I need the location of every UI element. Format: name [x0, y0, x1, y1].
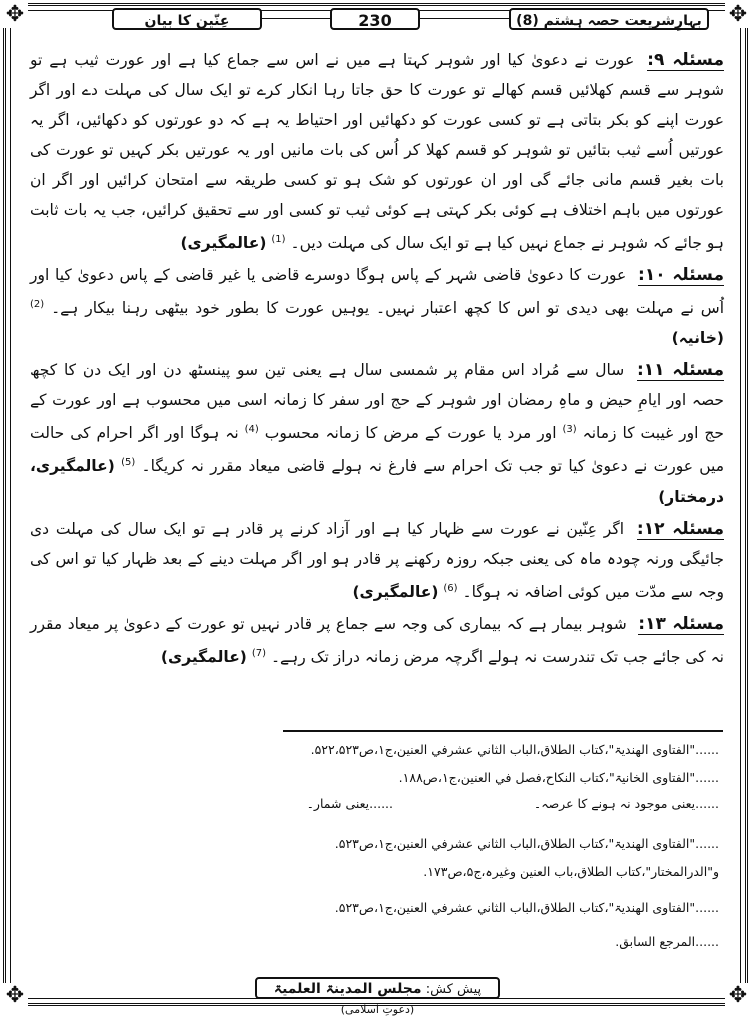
- footnote-separator: [283, 730, 723, 732]
- reference: (عالمگیری): [160, 647, 247, 666]
- masala-12: [30, 514, 724, 607]
- page-number: 230: [330, 8, 420, 30]
- footnote-marker: (5): [121, 457, 136, 469]
- footnote-3: ......یعنی موجود نہ ہونے کا عرصہ۔: [533, 796, 719, 811]
- masala-text: شوہر بیمار ہے کہ بیماری کی وجہ سے جماع پر قادر نہیں تو عورت کے دعویٰ پر میعاد مقرر نہ کی جائے جب تک تندرست نہ ہولے اگرچہ مرض زمانہ دراز تک رہے۔: [30, 614, 724, 666]
- reference: (عالمگیری): [352, 582, 439, 601]
- masala-text: عورت نے دعویٰ کیا اور شوہر کہتا ہے میں نے اس سے جماع کیا ہے اور عورت ثیب ہے تو شوہر سے قسم کھلائیں قسم کھالے تو عورت کا حق جاتا رہا انکار کرے تو ایک سال کی مہلت دے اور اگر عورت اپنے کو بکر بتاتی ہے تو کسی عورت کو دکھائیں اور احتیاط یہ ہے کہ دو عورتوں کو دکھائیں، اگر یہ عورتیں اُسے ثیب بتائیں تو شوہر کو قسم کھلا کر اُس کی بات مانیں اور یہ عورتیں بکر کہیں تو عورت کی بات بغیر قسم مانی جائے گی اور ان عورتوں کو شک ہو تو کسی طریقہ سے امتحان کرائیں اور اگر ان عورتوں میں باہم اختلاف ہے کوئی بکر کہتی ہے کوئی ثیب تو کسی اور سے تحقیق کرائیں، جب یہ بات ثابت ہو جائے کہ شوہر نے جماع نہیں کیا ہے تو ایک سال کی مہلت دیں۔: [30, 51, 724, 253]
- footnote-marker: (1): [271, 234, 286, 245]
- footer-organization: مجلس المدینۃ العلمیۃ: [273, 981, 422, 997]
- masala-13: [30, 609, 724, 672]
- footnote-2: ......"الفتاوی الخانیۃ"،کتاب النکاح،فصل في العنین،ج۱،ص۱۸۸.: [398, 770, 719, 785]
- footnote-marker: (6): [443, 582, 458, 594]
- footnote-marker: (7): [251, 647, 267, 659]
- footer-suffix: (دعوتِ اسلامی): [340, 1003, 415, 1016]
- footnote-marker: (4): [244, 424, 259, 436]
- footnote-5-continued: و"الدرالمختار"،کتاب الطلاق،باب العنین وغیرہ،ج۵،ص۱۷۳.: [423, 864, 719, 879]
- masala-text-continued: اور مرد یا عورت کے مرض کا زمانہ محسوب: [264, 424, 557, 443]
- reference: (خانیہ): [671, 329, 724, 348]
- masala-label: مسئلہ ۱۳:: [638, 613, 724, 634]
- footnote-marker: (3): [562, 424, 577, 436]
- masala-text-continued: نہ ہوگا اور اگر احرام کی حالت میں عورت نے دعویٰ کیا تو جب تک احرام سے فارغ نہ ہولے قاضی میعاد مقرر نہ کریگا۔: [30, 424, 725, 476]
- footnote-6: ......"الفتاوی الھندیۃ"،کتاب الطلاق،الباب الثاني عشرفي العنین،ج۱،ص۵۲۳.: [334, 900, 719, 915]
- masala-text: اگر عِنّین نے عورت سے ظہار کیا ہے اور آزاد کرنے پر قادر ہے تو ایک سال کی مہلت دی جائیگی ورنہ چودہ ماہ کی یعنی جبکہ روزہ رکھنے پر قادر ہو اور اگر مہلت دینے کے بعد ظہار کیا تو اس کی وجہ سے مدّت میں کوئی اضافہ نہ ہوگا۔: [30, 519, 724, 601]
- masala-label: مسئلہ ۱۰:: [638, 265, 725, 286]
- masala-label: مسئلہ ۱۲:: [636, 518, 724, 539]
- reference: (عالمگیری): [180, 234, 267, 253]
- footnote-marker: (2): [30, 299, 45, 311]
- masala-9: [30, 45, 724, 258]
- publisher-footer: [255, 977, 500, 1016]
- footer-prefix: پیش کش:: [425, 982, 482, 997]
- corner-ornament-top-left: ✥: [2, 2, 28, 28]
- corner-ornament-bottom-left: ✥: [2, 983, 28, 1009]
- footnote-1: ......"الفتاوی الھندیۃ"،کتاب الطلاق،الباب الثاني عشرفي العنین،ج۱،ص۵۲۲،۵۲۳.: [310, 742, 719, 757]
- main-text: [30, 45, 724, 674]
- reference: (عالمگیری، درمختار): [30, 457, 724, 506]
- masala-text: سال سے مُراد اس مقام پر شمسی سال ہے یعنی تین سو پینسٹھ دن اور ایک دن کا کچھ حصہ اور ایامِ حیض و ماہِ رمضان اور شوہر کے حج اور سفر کا زمانہ اسی میں محسوب ہے اور عورت کے حج اور غیبت کا زمانہ: [30, 361, 724, 443]
- footnote-5: ......"الفتاوی الھندیۃ"،کتاب الطلاق،الباب الثاني عشرفي العنین،ج۱،ص۵۲۳.: [334, 836, 719, 851]
- footnote-7: ......المرجع السابق.: [615, 934, 719, 949]
- corner-ornament-bottom-right: ✥: [725, 983, 751, 1009]
- masala-text: عورت کا دعویٰ قاضی شہر کے پاس ہوگا دوسرے قاضی یا غیر قاضی کے پاس دعویٰ کیا اور اُس نے مہلت بھی دیدی تو اس کا کچھ اعتبار نہیں۔ یوہیں عورت کا بطور خود بیٹھی رہنا بیکار ہے۔: [30, 266, 724, 318]
- footnote-4: ......یعنی شمار۔: [306, 796, 393, 811]
- masala-label: مسئلہ ۹:: [647, 50, 724, 70]
- corner-ornament-top-right: ✥: [725, 2, 751, 28]
- header-book-title: بہارِشریعت حصہ ہشتم (8): [509, 8, 709, 30]
- header-chapter-title: عِنّین کا بیان: [112, 8, 262, 30]
- masala-label: مسئلہ ۱۱:: [636, 360, 724, 381]
- masala-11: [30, 355, 724, 511]
- masala-10: [30, 260, 724, 353]
